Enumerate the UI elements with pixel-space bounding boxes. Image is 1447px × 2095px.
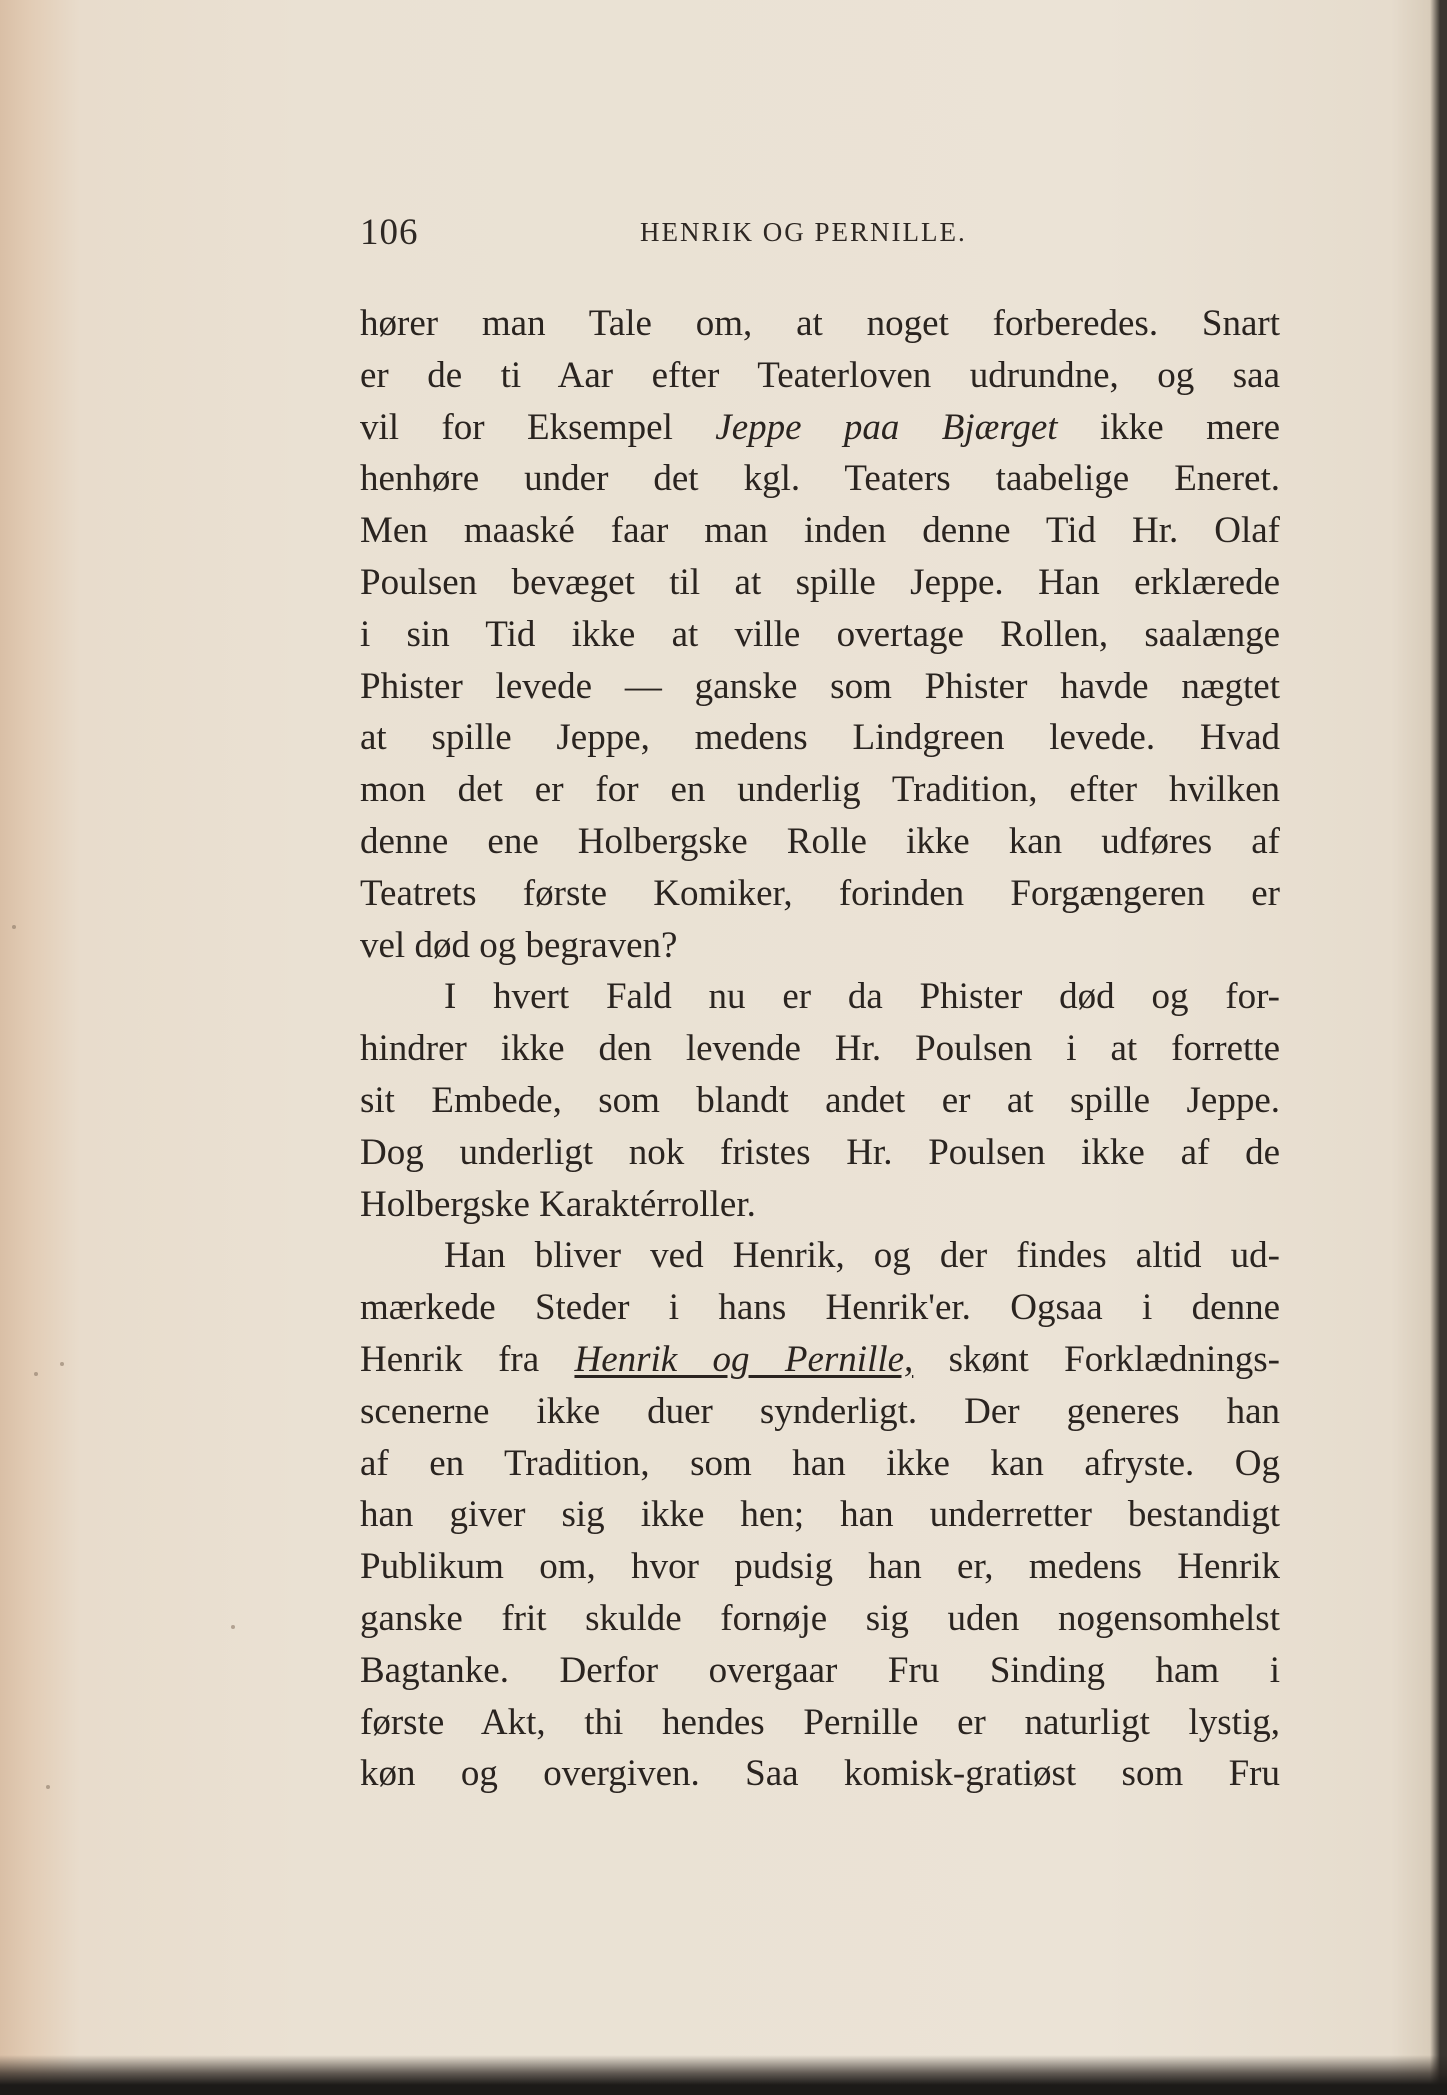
- text-line: henhøre under det kgl. Teaters taabelige Eneret.: [360, 458, 1280, 500]
- text-line: Phister levede — ganske som Phister havde nægtet: [360, 665, 1280, 707]
- text-line: af en Tradition, som han ikke kan afryste. Og: [360, 1442, 1280, 1484]
- text-line: Dog underligt nok fristes Hr. Poulsen ikke af de: [360, 1131, 1280, 1173]
- text-line: scenerne ikke duer synderligt. Der generes han: [360, 1390, 1280, 1432]
- text-line: Publikum om, hvor pudsig han er, medens Henrik: [360, 1546, 1280, 1588]
- text-segment: Henrik fra: [360, 1338, 540, 1380]
- text-line: ganske frit skulde fornøje sig uden nogensomhelst: [360, 1597, 1280, 1639]
- play-title-henrik-og-pernille: Henrik og Pernille,: [574, 1338, 914, 1380]
- text-segment: ikke mere: [1099, 406, 1281, 448]
- text-line: sit Embede, som blandt andet er at spille Jeppe.: [360, 1079, 1280, 1121]
- text-line: [360, 1334, 1280, 1386]
- text-line: Bagtanke. Derfor overgaar Fru Sinding ham i: [360, 1649, 1280, 1691]
- text-line: at spille Jeppe, medens Lindgreen levede. Hvad: [360, 717, 1280, 759]
- paper-speck: [12, 925, 16, 929]
- text-segment: skønt Forklædnings-: [948, 1338, 1281, 1380]
- text-line: køn og overgiven. Saa komisk-gratiøst som Fru: [360, 1753, 1280, 1795]
- text-line: Holbergske Karaktérroller.: [360, 1183, 756, 1225]
- text-line: hindrer ikke den levende Hr. Poulsen i at forrette: [360, 1028, 1280, 1070]
- page-edge-shadow: [0, 2055, 1447, 2095]
- play-title-jeppe: Jeppe paa Bjærget: [715, 406, 1058, 448]
- text-line: mon det er for en underlig Tradition, efter hvilken: [360, 769, 1280, 811]
- text-line: i sin Tid ikke at ville overtage Rollen, saalænge: [360, 613, 1280, 655]
- text-line: Poulsen bevæget til at spille Jeppe. Han erklærede: [360, 561, 1280, 603]
- paper-speck: [46, 1785, 50, 1789]
- body-text: [360, 298, 1280, 1800]
- text-segment: vil for Eksempel: [360, 406, 673, 448]
- running-head: [360, 205, 1270, 265]
- paper-speck: [34, 1372, 38, 1376]
- text-line: vel død og begraven?: [360, 924, 678, 966]
- text-line: første Akt, thi hendes Pernille er naturligt lystig,: [360, 1701, 1280, 1743]
- paper-speck: [231, 1625, 235, 1629]
- running-title: HENRIK OG PERNILLE.: [640, 217, 967, 247]
- text-line: Han bliver ved Henrik, og der findes altid ud-: [444, 1235, 1280, 1277]
- paper-speck: [60, 1362, 64, 1366]
- text-line: han giver sig ikke hen; han underretter bestandigt: [360, 1494, 1280, 1536]
- text-line: Men maaské faar man inden denne Tid Hr. Olaf: [360, 510, 1280, 552]
- text-line: Teatrets første Komiker, forinden Forgængeren er: [360, 872, 1280, 914]
- paragraph-1: [360, 298, 1280, 971]
- text-line: mærkede Steder i hans Henrik'er. Ogsaa i denne: [360, 1287, 1280, 1329]
- text-line: denne ene Holbergske Rolle ikke kan udføres af: [360, 820, 1280, 862]
- page-number: 106: [360, 212, 419, 253]
- paragraph-2: [360, 971, 1280, 1230]
- paragraph-3: [360, 1230, 1280, 1800]
- text-line: [360, 402, 1280, 454]
- text-line: er de ti Aar efter Teaterloven udrundne, og saa: [360, 354, 1280, 396]
- text-line: hører man Tale om, at noget forberedes. Snart: [360, 303, 1280, 344]
- text-line: I hvert Fald nu er da Phister død og for-: [444, 976, 1280, 1018]
